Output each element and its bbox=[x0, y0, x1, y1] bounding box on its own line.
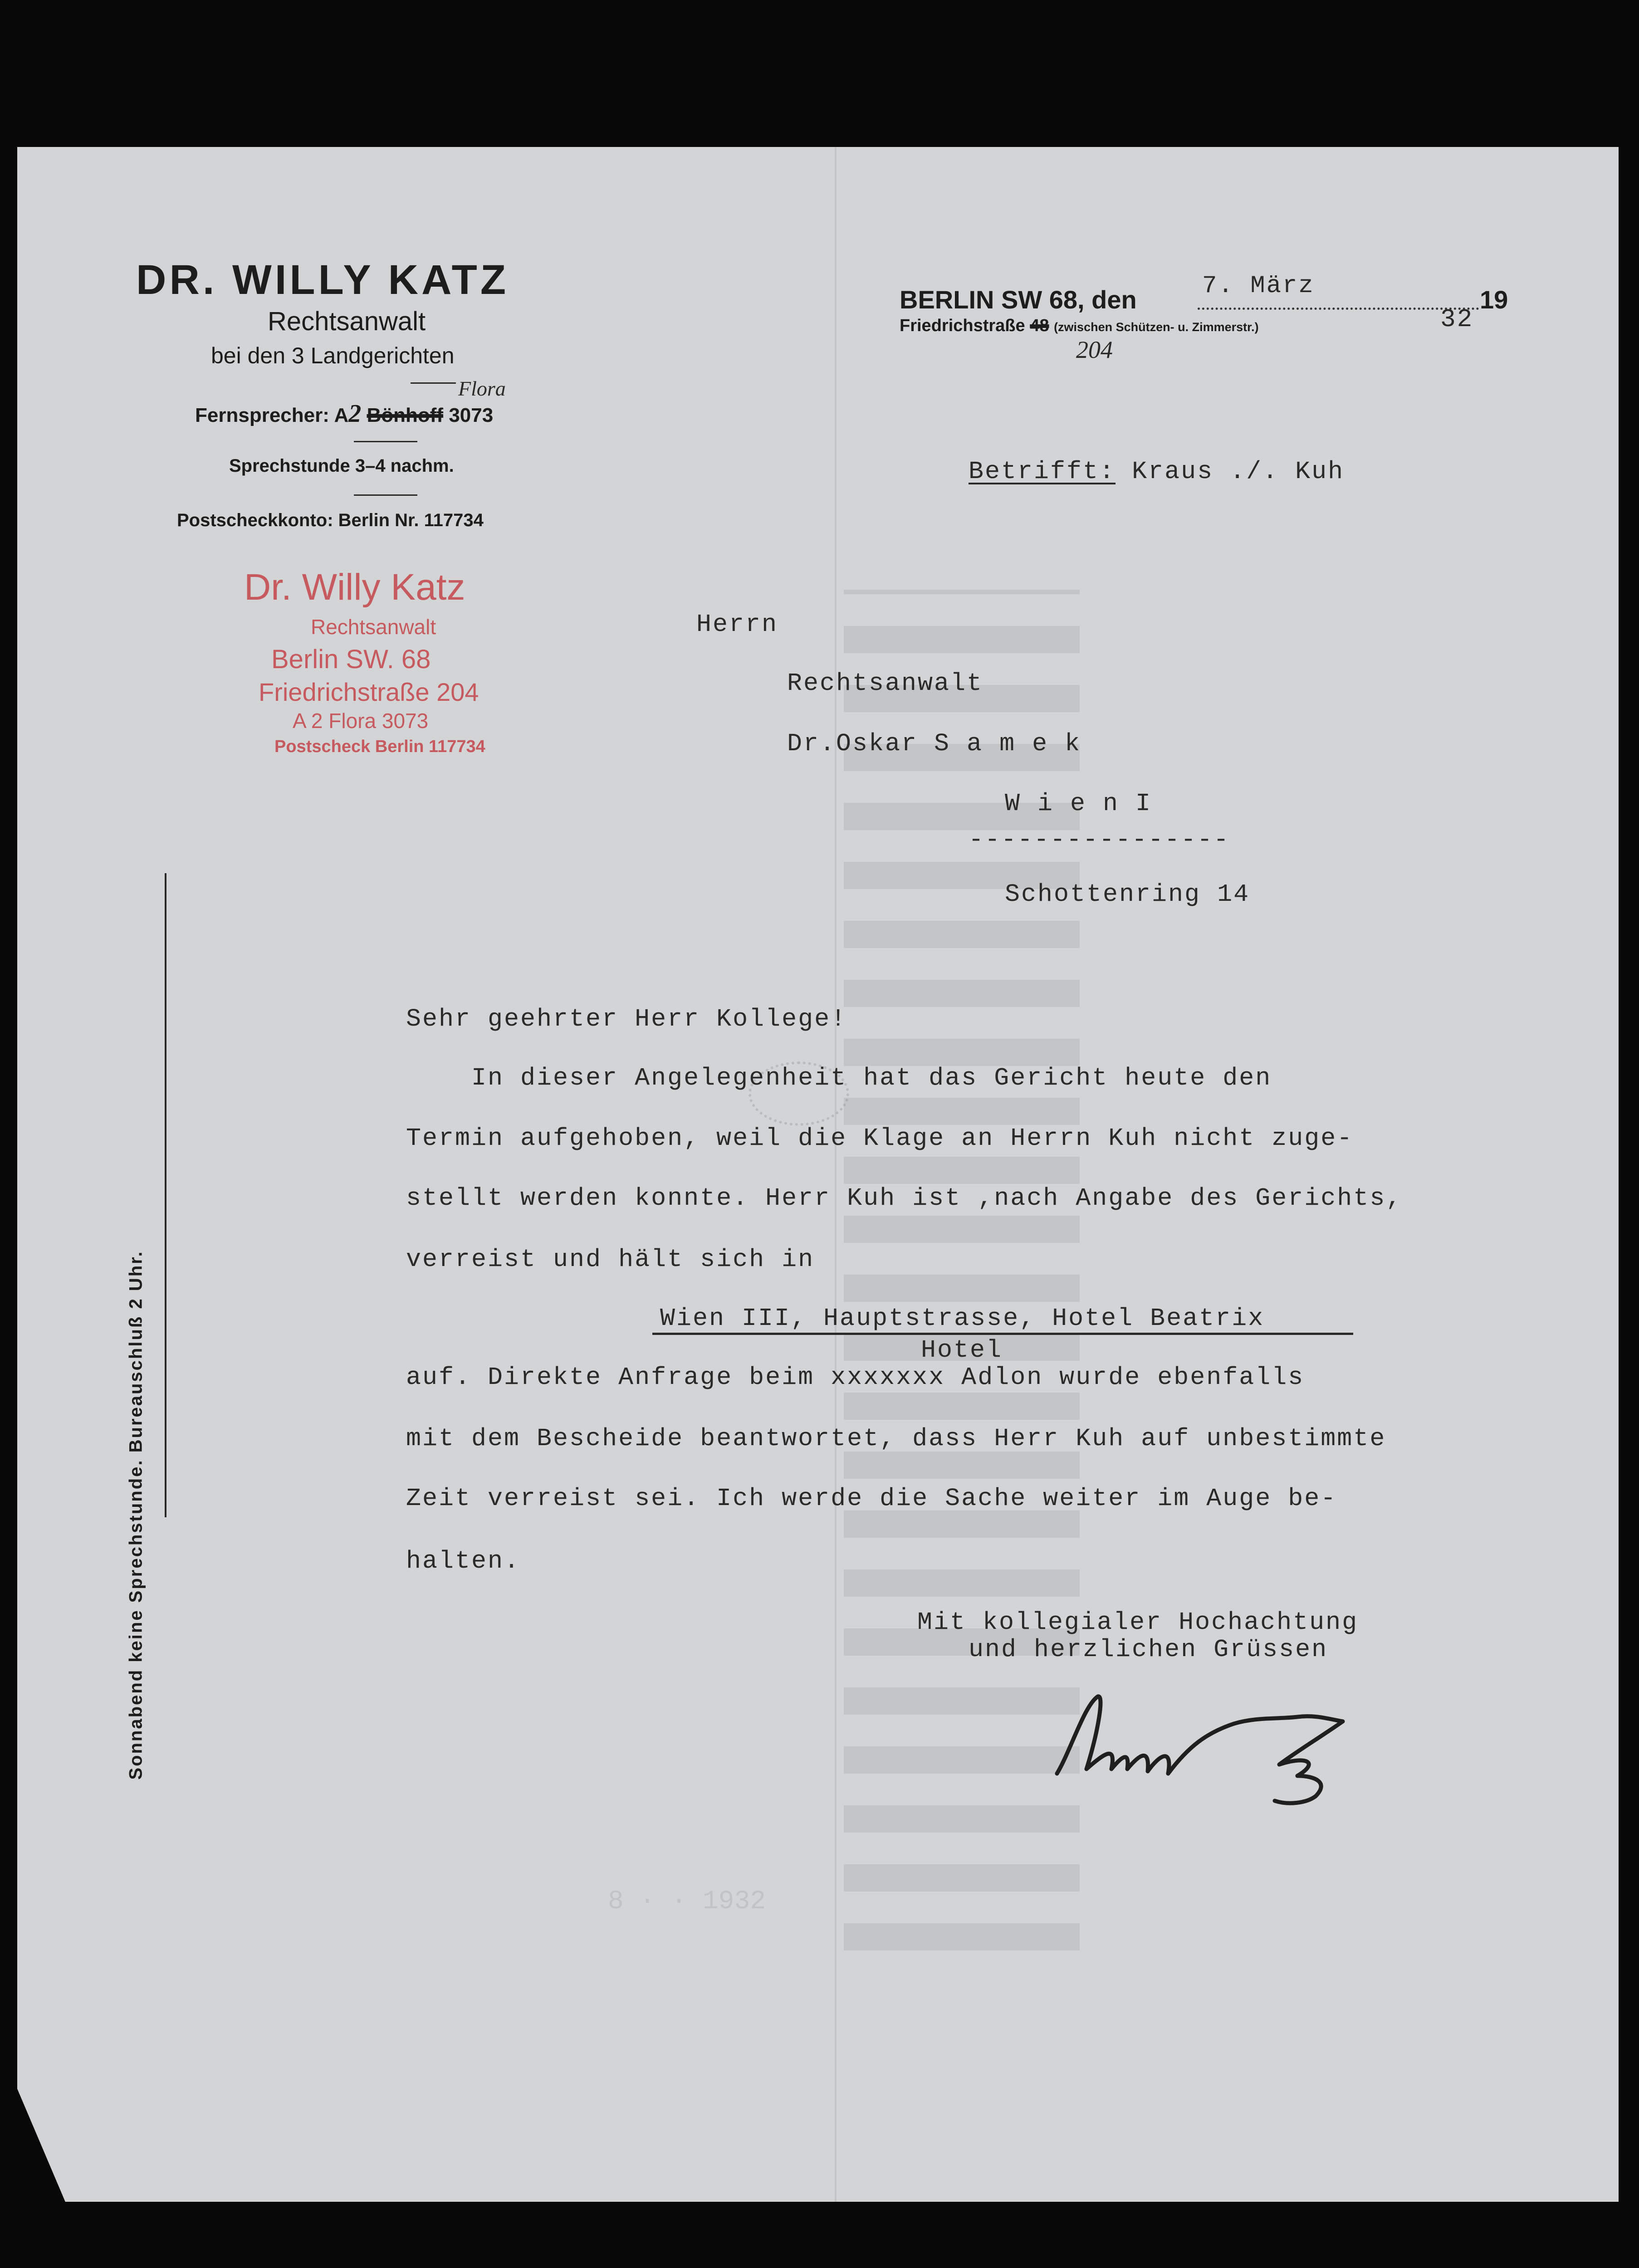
stamp-name: Dr. Willy Katz bbox=[244, 567, 465, 608]
phone-prefix: Fernsprecher: A bbox=[195, 404, 349, 426]
street-name: Friedrichstraße bbox=[900, 316, 1025, 335]
recipient-street: Schottenring 14 bbox=[1005, 880, 1250, 909]
body-line-1: In dieser Angelegenheit hat das Gericht heute den bbox=[406, 1064, 1272, 1092]
recipient-city-underline: ---------------- bbox=[969, 826, 1230, 854]
recipient-name: Dr.Oskar S a m e k bbox=[787, 729, 1081, 758]
closing-line-2: und herzlichen Grüssen bbox=[969, 1635, 1328, 1664]
city-line: BERLIN SW 68, den bbox=[900, 285, 1137, 314]
body-line-3: stellt werden konnte. Herr Kuh ist ,nach Angabe des Gerichts, bbox=[406, 1184, 1403, 1212]
address-underline bbox=[652, 1333, 1353, 1335]
body-line-4: verreist und hält sich in bbox=[406, 1245, 815, 1274]
year-suffix: 32 bbox=[1440, 305, 1474, 334]
interlinear-hotel: Hotel bbox=[921, 1336, 1003, 1364]
stamp-postal: Postscheck Berlin 117734 bbox=[274, 737, 485, 756]
postal-account: Postscheckkonto: Berlin Nr. 117734 bbox=[177, 510, 484, 530]
date-typed: 7. März bbox=[1202, 272, 1315, 300]
letter-paper bbox=[17, 147, 1619, 2202]
side-note-rule bbox=[165, 873, 166, 1517]
body-line-2: Termin aufgehoben, weil die Klage an Herrn Kuh nicht zuge- bbox=[406, 1124, 1354, 1153]
handwritten-flora: Flora bbox=[458, 377, 506, 400]
letterhead-rule-3 bbox=[354, 494, 417, 496]
subject-line bbox=[969, 457, 1344, 486]
stamp-phone: A 2 Flora 3073 bbox=[293, 709, 429, 733]
letterhead-rule-1 bbox=[411, 382, 456, 384]
body-line-5: auf. Direkte Anfrage beim xxxxxxx Adlon wurde ebenfalls bbox=[406, 1363, 1305, 1392]
letterhead-name: DR. WILLY KATZ bbox=[136, 257, 509, 303]
body-address-line: Wien III, Hauptstrasse, Hotel Beatrix bbox=[660, 1304, 1265, 1333]
subject-label: Betrifft: bbox=[969, 457, 1116, 486]
phone-exchange-digit: 2 bbox=[348, 400, 362, 428]
body-line-6: mit dem Bescheide beantwortet, dass Herr Kuh auf unbestimmte bbox=[406, 1424, 1386, 1453]
stamp-city: Berlin SW. 68 bbox=[271, 645, 431, 674]
letterhead-courts: bei den 3 Landgerichten bbox=[211, 343, 455, 368]
phone-exchange-struck: Bönhoff bbox=[367, 404, 444, 426]
closing-line-1: Mit kollegialer Hochachtung bbox=[917, 1608, 1359, 1637]
year-prefix: 19 bbox=[1480, 285, 1508, 314]
letterhead-profession: Rechtsanwalt bbox=[268, 307, 426, 336]
faint-date-stamp: 8 · · 1932 bbox=[608, 1887, 766, 1916]
street-number-handwritten: 204 bbox=[1076, 336, 1113, 363]
letterhead-phone bbox=[195, 399, 493, 428]
street-note: (zwischen Schützen- u. Zimmerstr.) bbox=[1054, 320, 1259, 334]
street-line bbox=[900, 316, 1259, 336]
side-note-vertical: Sonnabend keine Sprechstunde. Bureauschluß 2 Uhr. bbox=[126, 1250, 146, 1780]
subject-value: Kraus ./. Kuh bbox=[1132, 457, 1345, 486]
body-line-7: Zeit verreist sei. Ich werde die Sache weiter im Auge be- bbox=[406, 1484, 1337, 1513]
letter-greeting: Sehr geehrter Herr Kollege! bbox=[406, 1005, 847, 1033]
phone-number: 3073 bbox=[449, 404, 494, 426]
recipient-city: W i e n I bbox=[1005, 789, 1152, 818]
street-number-struck: 48 bbox=[1030, 316, 1049, 335]
office-hours: Sprechstunde 3–4 nachm. bbox=[229, 456, 454, 476]
recipient-title: Rechtsanwalt bbox=[787, 669, 983, 698]
stamp-street: Friedrichstraße 204 bbox=[259, 678, 479, 706]
signature bbox=[1043, 1678, 1370, 1823]
letterhead-rule-2 bbox=[354, 441, 417, 442]
stamp-profession: Rechtsanwalt bbox=[311, 615, 436, 639]
date-dotted-line bbox=[1198, 308, 1479, 310]
recipient-salutation: Herrn bbox=[696, 610, 778, 639]
fold-crease bbox=[835, 147, 837, 2202]
body-line-8: halten. bbox=[406, 1547, 521, 1575]
